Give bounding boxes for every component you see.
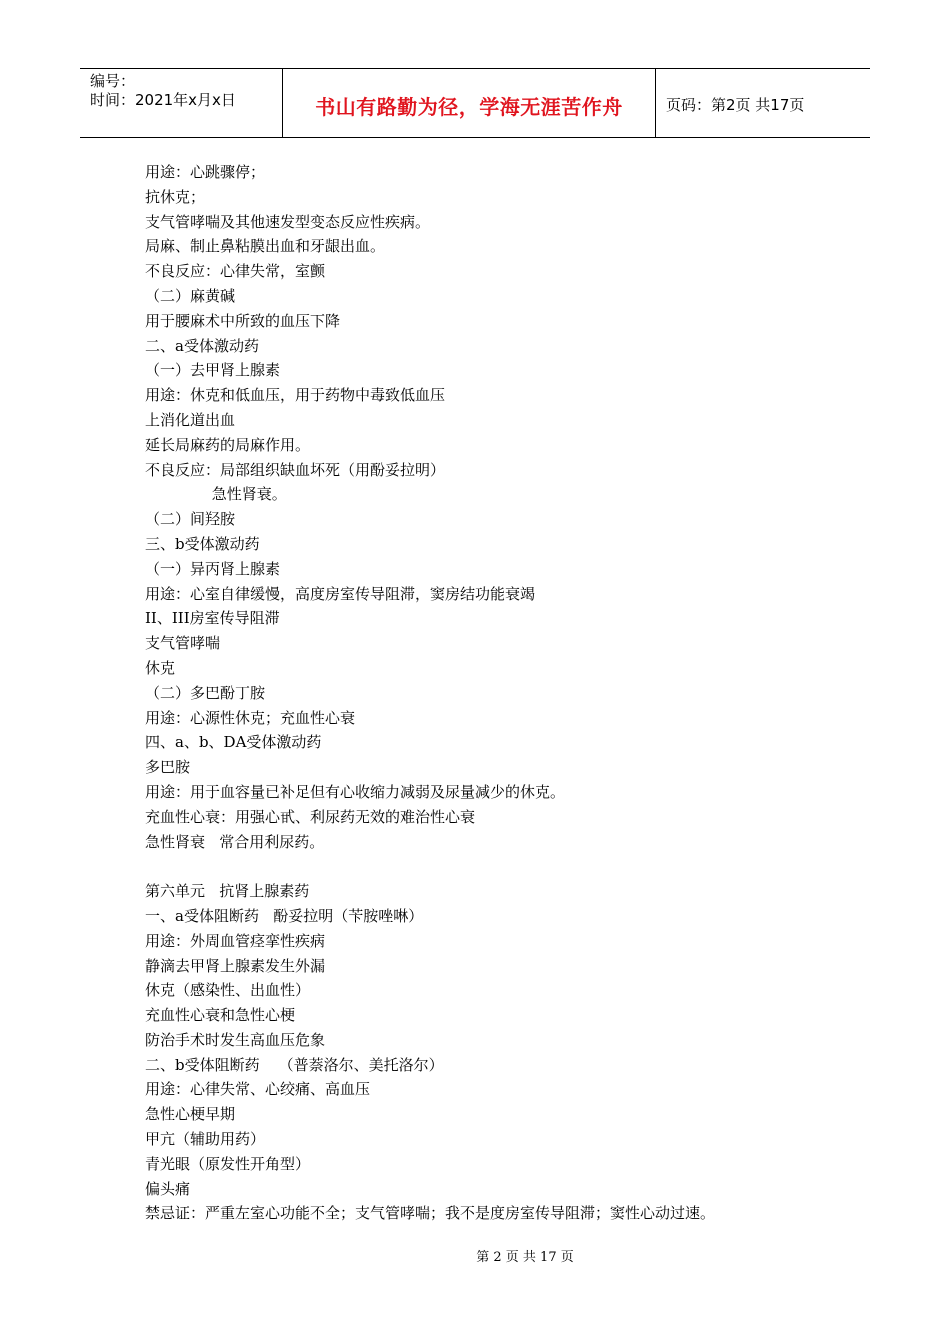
slogan: 书山有路勤为径，学海无涯苦作舟: [315, 95, 623, 119]
text-line: 四、a、b、DA受体激动药: [145, 733, 322, 752]
text-line: （二）间羟胺: [145, 510, 236, 529]
text-line: 急性肾衰。: [145, 485, 287, 504]
text-line: （一）去甲肾上腺素: [145, 361, 281, 380]
text-line: 休克: [145, 658, 176, 677]
text-line: 多巴胺: [145, 758, 191, 777]
page-header: [80, 68, 870, 138]
text-line: 充血性心衰：用强心甙、利尿药无效的难治性心衰: [145, 807, 476, 826]
text-line: 用途：用于血容量已补足但有心收缩力减弱及尿量减少的休克。: [145, 782, 566, 801]
text-line: 不良反应：局部组织缺血坏死（用酚妥拉明）: [145, 460, 446, 479]
header-page-cell: [656, 69, 870, 137]
text-line: 急性肾衰 常合用利尿药。: [145, 832, 325, 851]
text-line: （二）多巴酚丁胺: [145, 683, 266, 702]
header-meta-cell: [80, 69, 283, 137]
text-line: 用于腰麻术中所致的血压下降: [145, 311, 341, 330]
text-line: 第六单元 抗肾上腺素药: [145, 882, 310, 901]
page-footer: 第 2 页 共 17 页: [476, 1250, 574, 1265]
text-line: 用途：休克和低血压，用于药物中毒致低血压: [145, 386, 446, 405]
text-line: 延长局麻药的局麻作用。: [145, 435, 311, 454]
text-line: 青光眼（原发性开角型）: [145, 1154, 311, 1173]
text-line: 二、b受体阻断药 （普萘洛尔、美托洛尔）: [145, 1055, 444, 1074]
header-slogan-cell: [283, 69, 656, 137]
text-line: 抗休克；: [145, 187, 206, 206]
time-label: 时间：2021年x月x日: [90, 91, 236, 109]
text-line: 休克（感染性、出血性）: [145, 981, 311, 1000]
text-line: 用途：心跳骤停；: [145, 163, 266, 181]
page-info: 页码：第2页 共17页: [666, 96, 805, 114]
text-line: （一）异丙肾上腺素: [145, 559, 281, 578]
text-line: 三、b受体激动药: [145, 534, 260, 553]
text-line: 用途：心源性休克；充血性心衰: [145, 708, 356, 727]
text-line: 急性心梗早期: [145, 1105, 236, 1124]
text-line: 一、a受体阻断药 酚妥拉明（苄胺唑啉）: [145, 906, 424, 925]
text-line: 甲亢（辅助用药）: [145, 1130, 266, 1149]
text-line: 静滴去甲肾上腺素发生外漏: [145, 956, 326, 975]
text-line: 用途：外周血管痉挛性疾病: [145, 931, 326, 950]
number-label: 编号：: [90, 72, 136, 90]
text-line: 支气管哮喘: [145, 634, 221, 653]
text-line: II、III房室传导阻滞: [145, 609, 280, 628]
document-body: [145, 160, 865, 1226]
text-line: 充血性心衰和急性心梗: [145, 1006, 296, 1025]
text-line: 禁忌证：严重左室心功能不全；支气管哮喘；我不是度房室传导阻滞；窦性心动过速。: [145, 1204, 716, 1223]
text-line: [145, 854, 865, 879]
text-line: 局麻、制止鼻粘膜出血和牙龈出血。: [145, 237, 386, 256]
text-line: （二）麻黄碱: [145, 286, 236, 305]
text-line: 二、a受体激动药: [145, 336, 259, 355]
text-line: 上消化道出血: [145, 410, 236, 429]
text-line: 防治手术时发生高血压危象: [145, 1030, 326, 1049]
text-line: 偏头痛: [145, 1179, 191, 1198]
text-line: 用途：心室自律缓慢，高度房室传导阻滞，窦房结功能衰竭: [145, 584, 536, 603]
text-line: 用途：心律失常、心绞痛、高血压: [145, 1080, 371, 1099]
text-line: 支气管哮喘及其他速发型变态反应性疾病。: [145, 212, 431, 231]
text-line: 不良反应：心律失常，室颤: [145, 262, 326, 281]
